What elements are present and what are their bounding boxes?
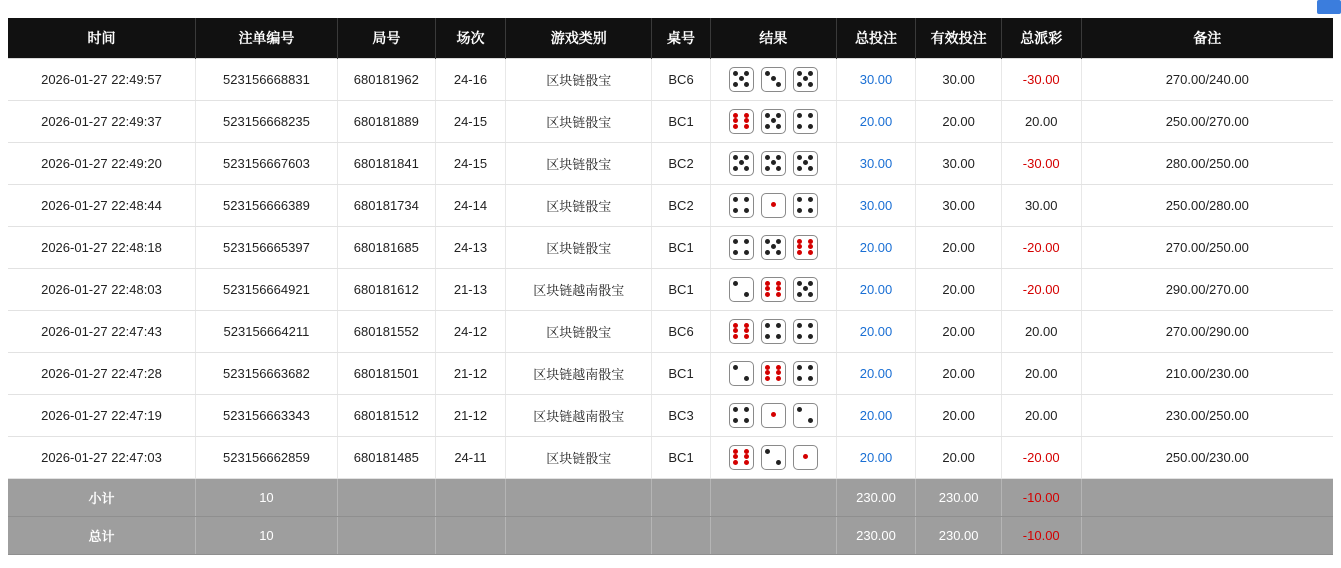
table-row[interactable] xyxy=(8,58,1333,100)
cell-session: 24-15 xyxy=(435,142,506,184)
table-row[interactable] xyxy=(8,436,1333,478)
cell-total_payout: -30.00 xyxy=(1001,142,1081,184)
cell-game_type: 区块链越南骰宝 xyxy=(506,268,652,310)
summary-empty-cell xyxy=(506,478,652,516)
cell-table_no: BC1 xyxy=(652,352,710,394)
cell-time: 2026-01-27 22:49:37 xyxy=(8,100,195,142)
summary-count: 10 xyxy=(195,516,337,554)
cell-session: 24-14 xyxy=(435,184,506,226)
cell-total_payout: -30.00 xyxy=(1001,58,1081,100)
die-face-4 xyxy=(793,361,818,386)
cell-time: 2026-01-27 22:49:20 xyxy=(8,142,195,184)
summary-total-bet: 230.00 xyxy=(836,478,916,516)
column-header-result[interactable]: 结果 xyxy=(710,18,836,58)
summary-empty-cell xyxy=(710,516,836,554)
die-face-6 xyxy=(761,277,786,302)
cell-dice-result xyxy=(710,100,836,142)
cell-total_bet: 20.00 xyxy=(836,100,916,142)
cell-session: 24-12 xyxy=(435,310,506,352)
cell-session: 24-16 xyxy=(435,58,506,100)
cell-bet_id: 523156665397 xyxy=(195,226,337,268)
cell-game_type: 区块链骰宝 xyxy=(506,58,652,100)
summary-empty-cell xyxy=(652,516,710,554)
column-header-session[interactable]: 场次 xyxy=(435,18,506,58)
cell-time: 2026-01-27 22:49:57 xyxy=(8,58,195,100)
cell-total_bet: 20.00 xyxy=(836,268,916,310)
cell-bet_id: 523156667603 xyxy=(195,142,337,184)
cell-time: 2026-01-27 22:47:19 xyxy=(8,394,195,436)
summary-empty-cell xyxy=(1081,478,1333,516)
cell-table_no: BC6 xyxy=(652,58,710,100)
summary-total-bet: 230.00 xyxy=(836,516,916,554)
dice-group xyxy=(715,67,832,92)
die-face-6 xyxy=(729,109,754,134)
cell-valid_bet: 20.00 xyxy=(916,310,1002,352)
cell-table_no: BC1 xyxy=(652,226,710,268)
cell-valid_bet: 20.00 xyxy=(916,436,1002,478)
cell-session: 21-12 xyxy=(435,352,506,394)
cell-game_type: 区块链越南骰宝 xyxy=(506,352,652,394)
cell-bet_id: 523156663343 xyxy=(195,394,337,436)
top-strip xyxy=(0,0,1341,18)
summary-total-payout: -10.00 xyxy=(1001,478,1081,516)
table-row[interactable] xyxy=(8,352,1333,394)
summary-empty-cell xyxy=(506,516,652,554)
summary-empty-cell xyxy=(1081,516,1333,554)
dice-group xyxy=(715,193,832,218)
cell-dice-result xyxy=(710,268,836,310)
cell-remark: 270.00/250.00 xyxy=(1081,226,1333,268)
dice-group xyxy=(715,319,832,344)
cell-bet_id: 523156668831 xyxy=(195,58,337,100)
cell-bet_id: 523156664211 xyxy=(195,310,337,352)
cell-round_no: 680181612 xyxy=(337,268,435,310)
die-face-5 xyxy=(793,151,818,176)
cell-table_no: BC1 xyxy=(652,268,710,310)
cell-round_no: 680181734 xyxy=(337,184,435,226)
cell-total_payout: -20.00 xyxy=(1001,268,1081,310)
die-face-4 xyxy=(729,193,754,218)
die-face-5 xyxy=(729,67,754,92)
cell-dice-result xyxy=(710,352,836,394)
column-header-remark[interactable]: 备注 xyxy=(1081,18,1333,58)
cell-game_type: 区块链骰宝 xyxy=(506,184,652,226)
dice-group xyxy=(715,403,832,428)
cell-remark: 250.00/280.00 xyxy=(1081,184,1333,226)
cell-remark: 250.00/270.00 xyxy=(1081,100,1333,142)
summary-label: 小计 xyxy=(8,478,195,516)
table-body xyxy=(8,58,1333,554)
table-row[interactable] xyxy=(8,268,1333,310)
dice-group xyxy=(715,109,832,134)
cell-table_no: BC2 xyxy=(652,184,710,226)
cell-total_bet: 20.00 xyxy=(836,352,916,394)
cell-total_payout: -20.00 xyxy=(1001,226,1081,268)
cell-session: 24-11 xyxy=(435,436,506,478)
summary-valid-bet: 230.00 xyxy=(916,478,1002,516)
cell-valid_bet: 30.00 xyxy=(916,58,1002,100)
cell-round_no: 680181962 xyxy=(337,58,435,100)
cell-dice-result xyxy=(710,58,836,100)
cell-dice-result xyxy=(710,184,836,226)
cell-table_no: BC1 xyxy=(652,436,710,478)
cell-valid_bet: 30.00 xyxy=(916,142,1002,184)
summary-empty-cell xyxy=(652,478,710,516)
cell-bet_id: 523156662859 xyxy=(195,436,337,478)
cell-remark: 270.00/290.00 xyxy=(1081,310,1333,352)
cell-valid_bet: 20.00 xyxy=(916,226,1002,268)
cell-total_bet: 20.00 xyxy=(836,394,916,436)
column-header-table_no[interactable]: 桌号 xyxy=(652,18,710,58)
summary-row xyxy=(8,516,1333,554)
cell-game_type: 区块链骰宝 xyxy=(506,436,652,478)
column-header-valid_bet[interactable]: 有效投注 xyxy=(916,18,1002,58)
die-face-5 xyxy=(729,151,754,176)
die-face-3 xyxy=(761,67,786,92)
die-face-4 xyxy=(729,403,754,428)
die-face-5 xyxy=(793,277,818,302)
cell-remark: 270.00/240.00 xyxy=(1081,58,1333,100)
cell-remark: 230.00/250.00 xyxy=(1081,394,1333,436)
cell-time: 2026-01-27 22:48:18 xyxy=(8,226,195,268)
cell-table_no: BC2 xyxy=(652,142,710,184)
summary-valid-bet: 230.00 xyxy=(916,516,1002,554)
cell-round_no: 680181841 xyxy=(337,142,435,184)
cell-round_no: 680181552 xyxy=(337,310,435,352)
cell-total_bet: 30.00 xyxy=(836,142,916,184)
cell-bet_id: 523156663682 xyxy=(195,352,337,394)
cell-time: 2026-01-27 22:47:03 xyxy=(8,436,195,478)
die-face-2 xyxy=(729,277,754,302)
die-face-6 xyxy=(793,235,818,260)
die-face-1 xyxy=(761,193,786,218)
die-face-6 xyxy=(729,319,754,344)
cell-time: 2026-01-27 22:47:28 xyxy=(8,352,195,394)
cell-game_type: 区块链骰宝 xyxy=(506,100,652,142)
cell-game_type: 区块链越南骰宝 xyxy=(506,394,652,436)
die-face-2 xyxy=(793,403,818,428)
cell-game_type: 区块链骰宝 xyxy=(506,310,652,352)
cell-bet_id: 523156668235 xyxy=(195,100,337,142)
dice-group xyxy=(715,445,832,470)
column-header-total_payout[interactable]: 总派彩 xyxy=(1001,18,1081,58)
die-face-5 xyxy=(761,235,786,260)
cell-total_bet: 20.00 xyxy=(836,226,916,268)
die-face-6 xyxy=(761,361,786,386)
cell-total_bet: 20.00 xyxy=(836,436,916,478)
cell-game_type: 区块链骰宝 xyxy=(506,142,652,184)
summary-count: 10 xyxy=(195,478,337,516)
die-face-5 xyxy=(761,151,786,176)
column-header-bet_id[interactable]: 注单编号 xyxy=(195,18,337,58)
die-face-1 xyxy=(761,403,786,428)
dice-group xyxy=(715,277,832,302)
cell-total_bet: 30.00 xyxy=(836,184,916,226)
table-row[interactable] xyxy=(8,184,1333,226)
cell-session: 24-15 xyxy=(435,100,506,142)
cell-total_payout: 20.00 xyxy=(1001,100,1081,142)
die-face-5 xyxy=(793,67,818,92)
cell-round_no: 680181501 xyxy=(337,352,435,394)
table-row[interactable] xyxy=(8,226,1333,268)
table-row[interactable] xyxy=(8,394,1333,436)
table-header xyxy=(8,18,1333,58)
column-header-time[interactable]: 时间 xyxy=(8,18,195,58)
scroll-top-indicator[interactable] xyxy=(1317,0,1341,14)
summary-empty-cell xyxy=(710,478,836,516)
die-face-4 xyxy=(793,319,818,344)
cell-remark: 210.00/230.00 xyxy=(1081,352,1333,394)
die-face-4 xyxy=(793,193,818,218)
cell-time: 2026-01-27 22:48:44 xyxy=(8,184,195,226)
table-row[interactable] xyxy=(8,310,1333,352)
cell-total_bet: 30.00 xyxy=(836,58,916,100)
cell-remark: 290.00/270.00 xyxy=(1081,268,1333,310)
summary-total-payout: -10.00 xyxy=(1001,516,1081,554)
cell-total_bet: 20.00 xyxy=(836,310,916,352)
column-header-game_type[interactable]: 游戏类别 xyxy=(506,18,652,58)
cell-round_no: 680181685 xyxy=(337,226,435,268)
summary-label: 总计 xyxy=(8,516,195,554)
cell-valid_bet: 20.00 xyxy=(916,352,1002,394)
cell-total_payout: 20.00 xyxy=(1001,352,1081,394)
cell-total_payout: 20.00 xyxy=(1001,310,1081,352)
cell-remark: 280.00/250.00 xyxy=(1081,142,1333,184)
die-face-4 xyxy=(729,235,754,260)
cell-bet_id: 523156666389 xyxy=(195,184,337,226)
cell-session: 24-13 xyxy=(435,226,506,268)
summary-empty-cell xyxy=(435,478,506,516)
cell-valid_bet: 20.00 xyxy=(916,268,1002,310)
cell-total_payout: -20.00 xyxy=(1001,436,1081,478)
cell-valid_bet: 20.00 xyxy=(916,100,1002,142)
die-face-6 xyxy=(729,445,754,470)
cell-time: 2026-01-27 22:48:03 xyxy=(8,268,195,310)
summary-empty-cell xyxy=(337,478,435,516)
cell-bet_id: 523156664921 xyxy=(195,268,337,310)
column-header-round_no[interactable]: 局号 xyxy=(337,18,435,58)
cell-round_no: 680181889 xyxy=(337,100,435,142)
cell-session: 21-12 xyxy=(435,394,506,436)
cell-dice-result xyxy=(710,226,836,268)
cell-table_no: BC1 xyxy=(652,100,710,142)
cell-round_no: 680181485 xyxy=(337,436,435,478)
cell-dice-result xyxy=(710,310,836,352)
cell-remark: 250.00/230.00 xyxy=(1081,436,1333,478)
summary-empty-cell xyxy=(435,516,506,554)
die-face-2 xyxy=(761,445,786,470)
cell-session: 21-13 xyxy=(435,268,506,310)
cell-table_no: BC3 xyxy=(652,394,710,436)
die-face-4 xyxy=(793,109,818,134)
table-row[interactable] xyxy=(8,100,1333,142)
cell-round_no: 680181512 xyxy=(337,394,435,436)
cell-total_payout: 30.00 xyxy=(1001,184,1081,226)
cell-dice-result xyxy=(710,436,836,478)
cell-dice-result xyxy=(710,142,836,184)
cell-table_no: BC6 xyxy=(652,310,710,352)
summary-row xyxy=(8,478,1333,516)
die-face-4 xyxy=(761,319,786,344)
die-face-5 xyxy=(761,109,786,134)
cell-time: 2026-01-27 22:47:43 xyxy=(8,310,195,352)
cell-game_type: 区块链骰宝 xyxy=(506,226,652,268)
cell-total_payout: 20.00 xyxy=(1001,394,1081,436)
column-header-total_bet[interactable]: 总投注 xyxy=(836,18,916,58)
cell-valid_bet: 30.00 xyxy=(916,184,1002,226)
table-header-row xyxy=(8,18,1333,58)
cell-dice-result xyxy=(710,394,836,436)
die-face-1 xyxy=(793,445,818,470)
dice-group xyxy=(715,361,832,386)
table-row[interactable] xyxy=(8,142,1333,184)
dice-group xyxy=(715,235,832,260)
dice-group xyxy=(715,151,832,176)
bet-records-table xyxy=(8,18,1333,555)
cell-valid_bet: 20.00 xyxy=(916,394,1002,436)
die-face-2 xyxy=(729,361,754,386)
summary-empty-cell xyxy=(337,516,435,554)
